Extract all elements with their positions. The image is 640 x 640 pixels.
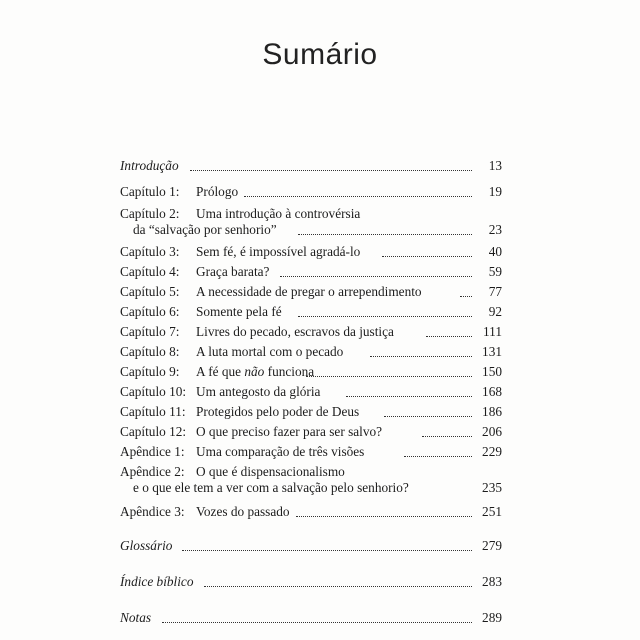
page-title: Sumário bbox=[262, 38, 378, 71]
toc-page-number: 77 bbox=[488, 284, 502, 299]
dot-leader bbox=[422, 436, 472, 437]
toc-entry-label: Notas bbox=[120, 610, 152, 625]
toc-page-number: 23 bbox=[488, 222, 502, 237]
dot-leader bbox=[382, 256, 472, 257]
toc-page-number: 235 bbox=[482, 480, 502, 495]
toc-entry-notas[interactable] bbox=[120, 608, 502, 628]
toc-appendix-label: Apêndice 1: bbox=[120, 444, 185, 459]
toc-page-number: 229 bbox=[482, 444, 502, 459]
toc-page-number: 206 bbox=[482, 424, 502, 439]
toc-entry-glossario[interactable] bbox=[120, 536, 502, 556]
toc-chapter-label: Capítulo 12: bbox=[120, 424, 187, 439]
dot-leader bbox=[370, 356, 472, 357]
toc-title-part: funciona bbox=[264, 364, 315, 379]
toc-page-number: 59 bbox=[488, 264, 502, 279]
toc-page-number: 186 bbox=[482, 404, 502, 419]
toc-page-number: 289 bbox=[482, 610, 502, 625]
dot-leader bbox=[346, 396, 472, 397]
toc-entry-chapter-9[interactable] bbox=[120, 362, 502, 382]
dot-leader bbox=[298, 234, 472, 235]
toc-entry-chapter-8[interactable] bbox=[120, 342, 502, 362]
dot-leader bbox=[204, 586, 472, 587]
toc-chapter-title: A necessidade de pregar o arrependimento bbox=[196, 284, 422, 299]
toc-chapter-title: Graça barata? bbox=[196, 264, 270, 279]
toc-page-number: 92 bbox=[488, 304, 502, 319]
toc-page-number: 131 bbox=[482, 344, 502, 359]
toc-appendix-title: Vozes do passado bbox=[196, 504, 290, 519]
dot-leader bbox=[280, 276, 472, 277]
toc-appendix-label: Apêndice 3: bbox=[120, 504, 185, 519]
toc-entry-chapter-2-continued[interactable] bbox=[120, 220, 502, 240]
toc-entry-chapter-5[interactable] bbox=[120, 282, 502, 302]
toc-page-number: 19 bbox=[488, 184, 502, 199]
toc-appendix-title: Uma comparação de três visões bbox=[196, 444, 365, 459]
toc-title-emphasis: não bbox=[244, 364, 265, 379]
dot-leader bbox=[460, 296, 472, 297]
toc-chapter-title: Protegidos pelo poder de Deus bbox=[196, 404, 360, 419]
toc-chapter-label: Capítulo 3: bbox=[120, 244, 180, 259]
toc-page-number: 168 bbox=[482, 384, 502, 399]
toc-chapter-label: Capítulo 1: bbox=[120, 184, 180, 199]
toc-chapter-title-line2: da “salvação por senhorio” bbox=[133, 222, 277, 237]
toc-page-number: 279 bbox=[482, 538, 502, 553]
toc-appendix-label: Apêndice 2: bbox=[120, 464, 185, 479]
toc-chapter-label: Capítulo 2: bbox=[120, 206, 180, 221]
toc-chapter-label: Capítulo 8: bbox=[120, 344, 180, 359]
toc-page-number: 40 bbox=[488, 244, 502, 259]
toc-entry-chapter-6[interactable] bbox=[120, 302, 502, 322]
toc-page-number: 111 bbox=[483, 324, 502, 339]
dot-leader bbox=[162, 622, 472, 623]
toc-entry-appendix-2-continued[interactable] bbox=[120, 478, 502, 498]
dot-leader bbox=[244, 196, 472, 197]
toc-chapter-title: Livres do pecado, escravos da justiça bbox=[196, 324, 394, 339]
toc-page-number: 150 bbox=[482, 364, 502, 379]
toc-entry-introducao[interactable] bbox=[120, 156, 502, 176]
dot-leader bbox=[190, 170, 472, 171]
toc-entry-label: Índice bíblico bbox=[120, 574, 194, 589]
toc-entry-chapter-10[interactable] bbox=[120, 382, 502, 402]
toc-entry-indice-biblico[interactable] bbox=[120, 572, 502, 592]
dot-leader bbox=[296, 516, 472, 517]
toc-entry-label: Introdução bbox=[120, 158, 179, 173]
toc-chapter-title: A luta mortal com o pecado bbox=[196, 344, 344, 359]
dot-leader bbox=[182, 550, 472, 551]
toc-entry-chapter-7[interactable] bbox=[120, 322, 502, 342]
toc-chapter-title: Uma introdução à controvérsia bbox=[196, 206, 361, 221]
toc-chapter-label: Capítulo 10: bbox=[120, 384, 187, 399]
dot-leader bbox=[384, 416, 472, 417]
toc-chapter-title: Prólogo bbox=[196, 184, 239, 199]
toc-chapter-label: Capítulo 9: bbox=[120, 364, 180, 379]
dot-leader bbox=[404, 456, 472, 457]
toc-chapter-title: Somente pela fé bbox=[196, 304, 282, 319]
dot-leader bbox=[298, 316, 472, 317]
toc-page-number: 13 bbox=[488, 158, 502, 173]
toc-entry-chapter-1[interactable] bbox=[120, 182, 502, 202]
toc-chapter-label: Capítulo 11: bbox=[120, 404, 186, 419]
dot-leader bbox=[306, 376, 472, 377]
toc-chapter-title: Um antegosto da glória bbox=[196, 384, 321, 399]
toc-entry-label: Glossário bbox=[120, 538, 173, 553]
toc-chapter-label: Capítulo 4: bbox=[120, 264, 180, 279]
toc-entry-appendix-1[interactable] bbox=[120, 442, 502, 462]
toc-chapter-label: Capítulo 7: bbox=[120, 324, 180, 339]
toc-entry-chapter-11[interactable] bbox=[120, 402, 502, 422]
toc-chapter-title bbox=[196, 362, 314, 382]
toc-appendix-title-line2: e o que ele tem a ver com a salvação pelo senhorio? bbox=[133, 480, 409, 495]
toc-chapter-label: Capítulo 6: bbox=[120, 304, 180, 319]
toc-entry-chapter-3[interactable] bbox=[120, 242, 502, 262]
toc-entry-chapter-4[interactable] bbox=[120, 262, 502, 282]
dot-leader bbox=[426, 336, 472, 337]
toc-entry-appendix-3[interactable] bbox=[120, 502, 502, 522]
toc-chapter-title: O que preciso fazer para ser salvo? bbox=[196, 424, 383, 439]
toc-page-number: 251 bbox=[482, 504, 502, 519]
toc-chapter-title: Sem fé, é impossível agradá-lo bbox=[196, 244, 361, 259]
toc-appendix-title: O que é dispensacionalismo bbox=[196, 464, 345, 479]
toc-chapter-label: Capítulo 5: bbox=[120, 284, 180, 299]
toc-title-part: A fé que bbox=[196, 364, 245, 379]
toc-page-number: 283 bbox=[482, 574, 502, 589]
toc-entry-chapter-12[interactable] bbox=[120, 422, 502, 442]
